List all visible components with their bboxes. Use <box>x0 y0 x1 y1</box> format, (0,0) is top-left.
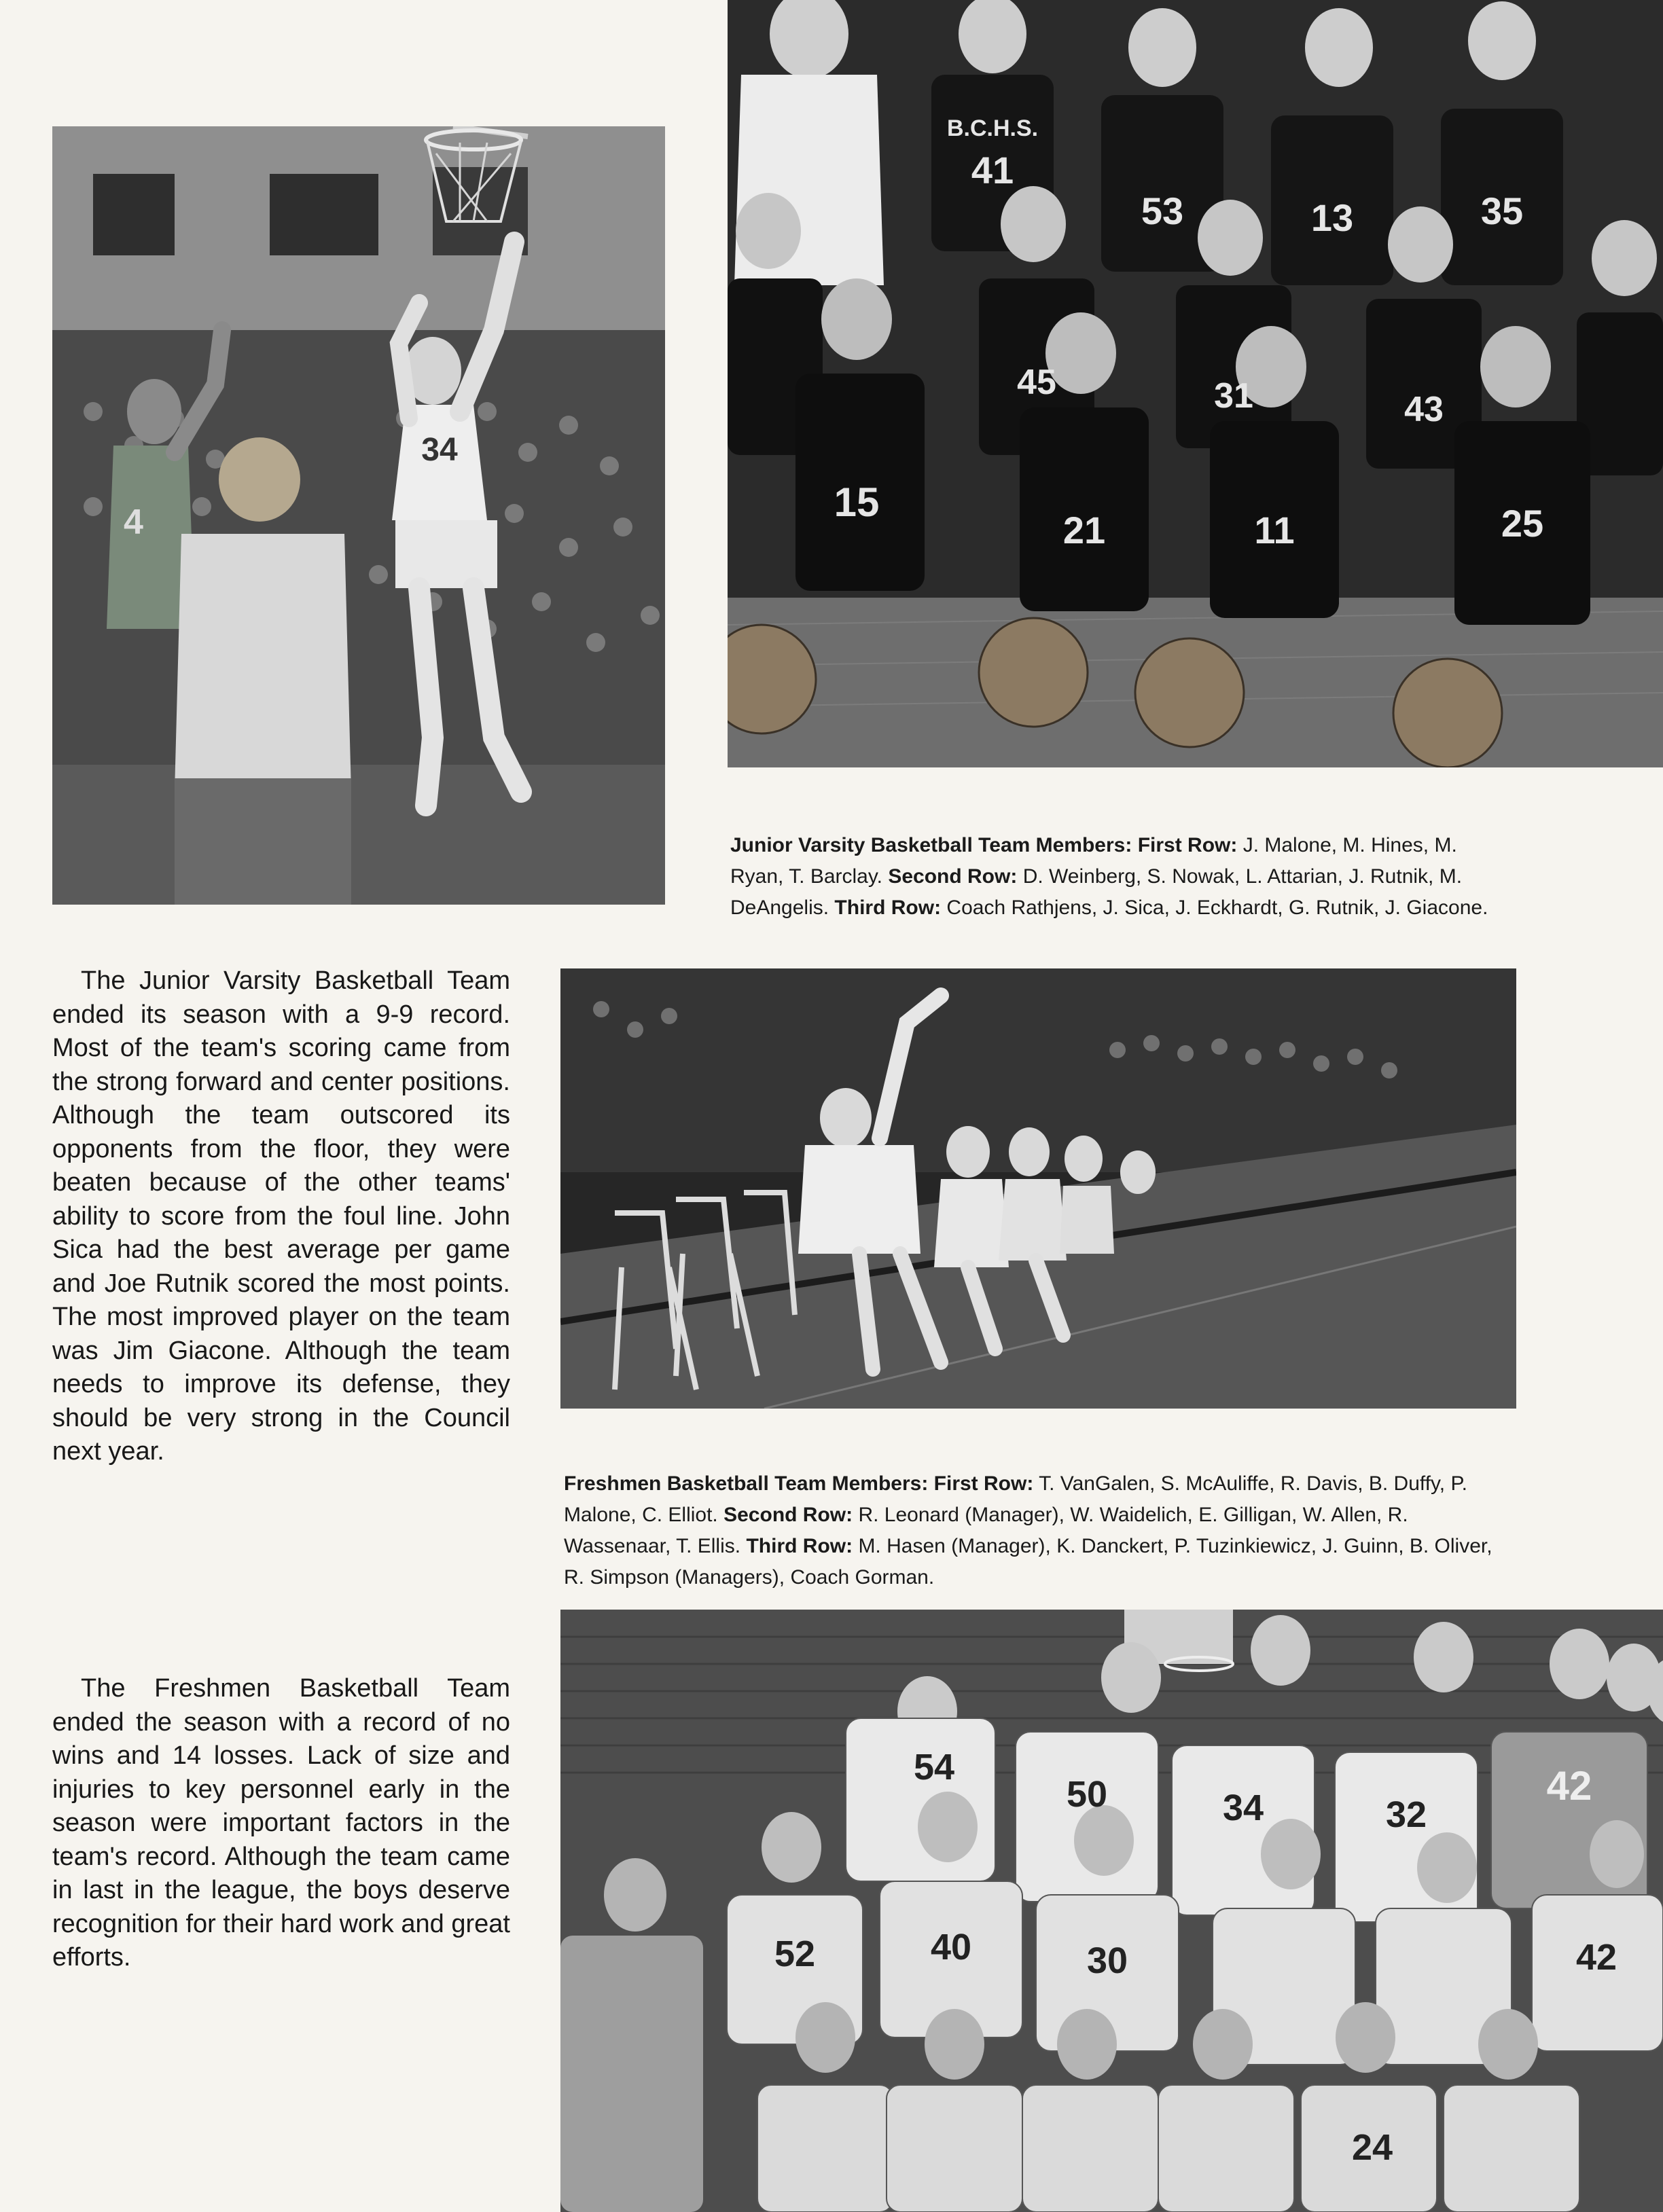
frosh-jersey: 24 <box>1351 2127 1393 2168</box>
freshmen-caption-row1-names: T. VanGalen, S. McAuliffe, R. Davis, B. Duffy, P. Malone, C. Elliot. <box>564 1472 1467 1526</box>
jv-caption-heading: Junior Varsity Basketball Team Members: <box>730 834 1132 856</box>
opponent-jersey-number: 4 <box>124 503 143 542</box>
jv-jersey: 41 <box>971 149 1014 192</box>
frosh-jersey: 40 <box>930 1927 972 1968</box>
jv-jersey: 25 <box>1501 502 1544 545</box>
jv-season-paragraph: The Junior Varsity Basketball Team ended its season with a 9-9 record. Most of the team's scoring came from the strong forward and center positions. Although the team outscored its opponents from the floor, they were beaten because of the other teams' ability to score from the foul line. John Sica had the best average per game and Joe Rutnik scored the most points. The most improved player on the team was Jim Giacone. Although the team needs to improve its defense, they should be very strong in the Council next year. <box>52 966 510 1466</box>
freshmen-season-paragraph: The Freshmen Basketball Team ended the season with a record of no wins and 14 losses. Lack of size and injuries to key personnel early in the season were important factors in the team's record. Although the team came in last in the league, the boys deserve recognition for their hard work and great efforts. <box>52 1674 510 1972</box>
bench-photo <box>560 968 1516 1409</box>
jv-jersey: 31 <box>1214 376 1253 416</box>
jv-team-photo <box>728 0 1663 767</box>
freshmen-caption <box>564 1468 1495 1593</box>
frosh-jersey: 42 <box>1546 1763 1592 1809</box>
action-jersey-number: 34 <box>421 432 458 468</box>
jv-jersey: 43 <box>1404 390 1444 429</box>
jv-caption-row2-label: Second Row: <box>888 865 1018 888</box>
jv-caption <box>730 830 1501 924</box>
frosh-jersey: 34 <box>1222 1788 1264 1828</box>
jv-jersey: 53 <box>1141 189 1184 232</box>
jv-jersey: 35 <box>1480 189 1524 232</box>
freshmen-caption-row2-label: Second Row: <box>723 1504 853 1526</box>
frosh-jersey: 50 <box>1066 1774 1108 1815</box>
jv-letters: B.C.H.S. <box>946 115 1039 141</box>
game-action-photo <box>52 126 665 905</box>
jv-jersey: 21 <box>1062 509 1106 551</box>
jv-jersey: 45 <box>1017 363 1056 402</box>
frosh-jersey: 30 <box>1086 1940 1128 1981</box>
jv-jersey: 15 <box>834 479 880 525</box>
frosh-jersey: 54 <box>913 1747 955 1788</box>
jv-jersey: 11 <box>1254 509 1295 551</box>
jv-jersey: 13 <box>1310 196 1354 239</box>
jv-caption-row3-label: Third Row: <box>834 896 942 919</box>
jv-caption-row1-names: J. Malone, M. Hines, M. Ryan, T. Barclay. <box>730 834 1457 888</box>
freshmen-caption-row2-names: R. Leonard (Manager), W. Waidelich, E. Gilligan, W. Allen, R. Wassenaar, T. Ellis. <box>564 1504 1408 1557</box>
freshmen-caption-row3-names: M. Hasen (Manager), K. Danckert, P. Tuzinkiewicz, J. Guinn, B. Oliver, R. Simpson (Managers), Coach Gorman. <box>564 1535 1492 1589</box>
freshmen-team-photo <box>560 1610 1663 2212</box>
freshmen-caption-row3-label: Third Row: <box>746 1535 853 1557</box>
jv-caption-row2-names: D. Weinberg, S. Nowak, L. Attarian, J. Rutnik, M. DeAngelis. <box>730 865 1463 919</box>
freshmen-caption-heading: Freshmen Basketball Team Members: <box>564 1472 929 1495</box>
frosh-jersey: 52 <box>774 1934 816 1974</box>
frosh-jersey: 42 <box>1575 1937 1617 1978</box>
freshmen-caption-row1-label: First Row: <box>933 1472 1034 1495</box>
jv-caption-row1-label: First Row: <box>1137 834 1238 856</box>
jv-caption-row3-names: Coach Rathjens, J. Sica, J. Eckhardt, G. Rutnik, J. Giacone. <box>946 896 1488 919</box>
frosh-jersey: 32 <box>1385 1794 1427 1835</box>
